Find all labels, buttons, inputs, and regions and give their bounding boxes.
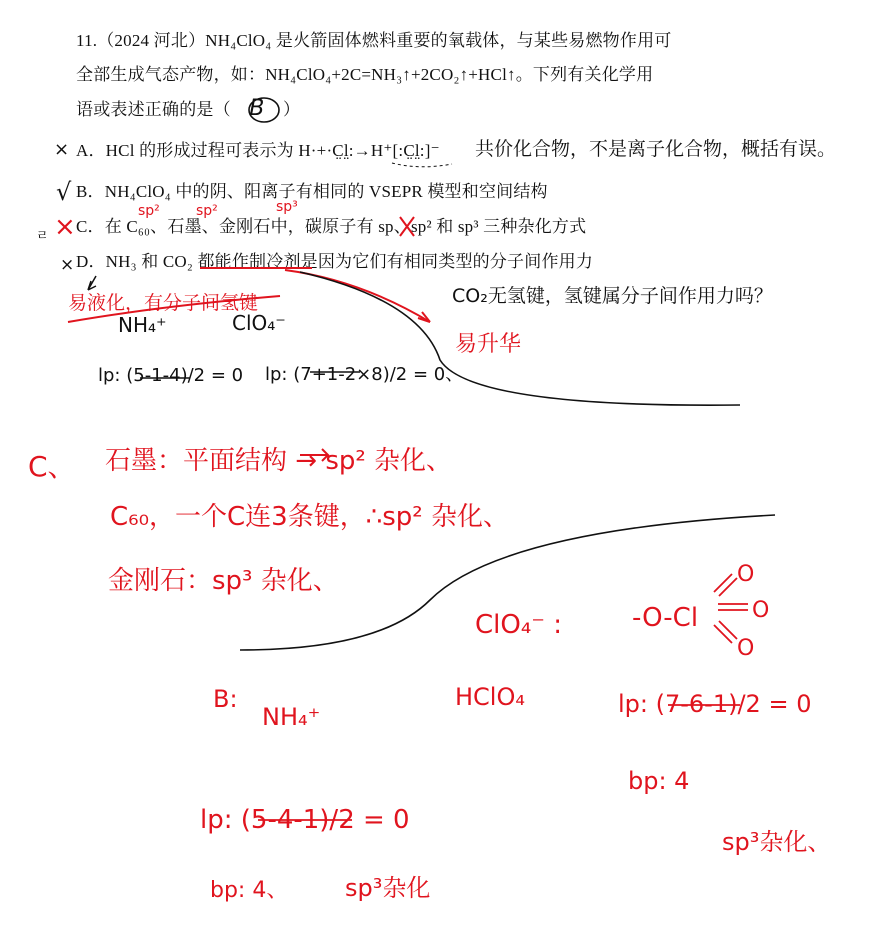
note-a-comment: 共价化合物，不是离子化合物，概括有误。	[475, 138, 837, 160]
option-b: B．NH₄ClO₄ 中的阴、阳离子有相同的 VSEPR 模型和空间结构	[76, 182, 548, 201]
note-nh4: NH₄⁺	[118, 313, 167, 337]
question-line-1: 11.（2024 河北）NH₄ClO₄ 是火箭固体燃料重要的氧载体，与某些易燃物作用可	[76, 31, 672, 50]
note-clo4: ClO₄⁻	[232, 311, 286, 335]
option-c: C．在 C₆₀、石墨、金刚石中，碳原子有 sp、sp² 和 sp³ 三种杂化方式	[76, 217, 587, 236]
note-b-nh4: NH₄⁺	[262, 703, 321, 731]
note-sublime: 易升华	[455, 332, 522, 357]
option-a: A．HCl 的形成过程可表示为 H·+·C̤l̤:→H⁺[:C̤l̤:]⁻	[76, 141, 440, 160]
clo4-double-bond-top	[714, 574, 737, 596]
note-clo4-label: ClO₄⁻ :	[475, 610, 563, 640]
mark-d-cross: ×	[60, 255, 75, 275]
option-d: D．NH₃ 和 CO₂ 都能作制冷剂是因为它们有相同类型的分子间作用力	[76, 252, 594, 271]
question-line-3-suffix: ）	[283, 100, 301, 119]
mark-a-cross: ×	[54, 139, 70, 160]
note-d-comment: CO₂无氢键，氢键属分子间作用力吗？	[452, 285, 773, 307]
question-line-3-prefix: 语或表述正确的是（	[76, 100, 231, 119]
note-bp-right: bp: 4	[628, 767, 690, 795]
question-line-3	[76, 98, 300, 121]
clo4-double-bond-bottom	[714, 621, 737, 643]
answer-handwritten: B	[249, 96, 265, 121]
option-a-dotted-underline	[392, 163, 452, 167]
note-clo4-structure: -O-Cl	[632, 603, 699, 633]
note-c-line2: C₆₀，一个C连3条键，∴sp² 杂化、	[110, 502, 509, 532]
note-clo4-o-top: O	[737, 562, 755, 587]
note-sp2-graphite: sp²	[196, 203, 218, 219]
note-lp-left: lp: (5-4-1)/2 = 0	[200, 805, 410, 835]
note-hclo4: HClO₄	[455, 683, 525, 711]
note-lp-clo4: lp: (7+1-2×8)/2 = 0、	[265, 364, 464, 385]
question-line-2: 全部生成气态产物，如：NH₄ClO₄+2C=NH₃↑+2CO₂↑+HCl↑。下列有关化学用	[76, 65, 654, 84]
note-clo4-o-bottom: O	[737, 636, 755, 661]
sublime-arrow	[285, 270, 430, 322]
clo4-double-bond-right	[718, 604, 748, 610]
mark-b-check: √	[56, 178, 72, 206]
note-c-line1: 石墨：平面结构 → sp² 杂化、	[105, 446, 453, 476]
note-lp-nh4: lp: (5-1-4)/2 = 0	[98, 365, 244, 386]
note-bp-left: bp: 4、	[210, 878, 289, 903]
note-clo4-o-right: O	[752, 598, 770, 623]
note-lp-right: lp: (7-6-1)/2 = 0	[618, 690, 812, 718]
note-sp3-diamond: sp³	[276, 199, 298, 215]
note-d-under: 易液化，有分子间氢键	[68, 292, 259, 314]
note-sp2-c60: sp²	[138, 203, 160, 219]
note-b-label: B:	[213, 685, 238, 713]
note-sp3-left: sp³杂化	[345, 874, 431, 902]
note-c-head: C、	[28, 450, 76, 483]
mark-c-cross: ×	[54, 212, 76, 242]
sublime-arrow-head	[418, 312, 430, 322]
note-sp3-right: sp³杂化、	[722, 828, 832, 856]
note-c-line3: 金刚石：sp³ 杂化、	[108, 566, 339, 596]
mark-c-side: ㄹ	[36, 229, 49, 244]
